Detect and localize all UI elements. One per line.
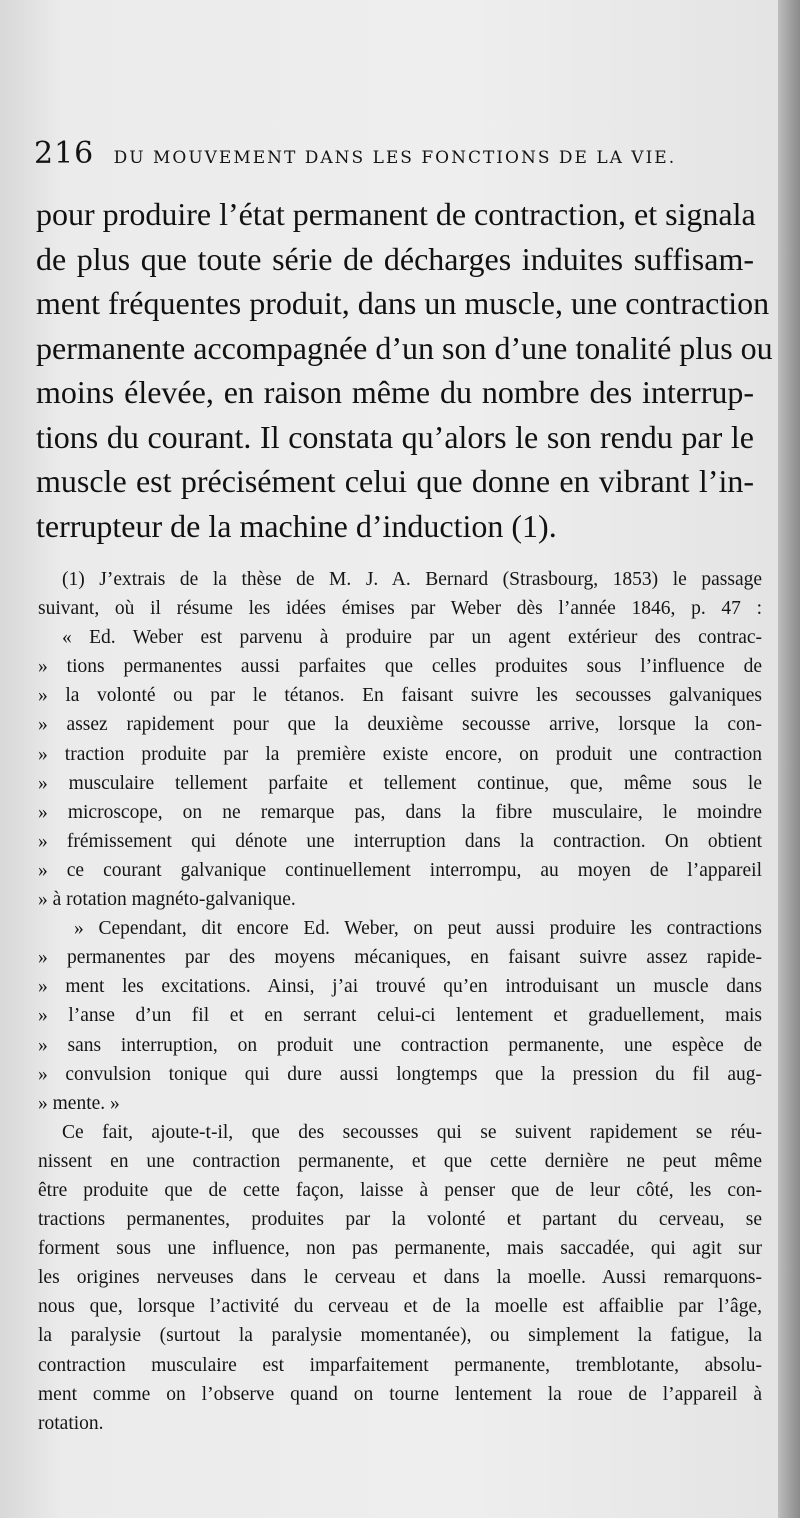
footnote-quote-line: » mente. » xyxy=(38,1092,120,1114)
running-title: DU MOUVEMENT DANS LES FONCTIONS DE LA VIE. xyxy=(113,148,677,168)
main-paragraph xyxy=(36,192,773,548)
footnote-quote-line: » ce courant galvanique continuellement interrompu, au moyen de l’appareil xyxy=(38,859,762,881)
footnote xyxy=(38,565,762,1438)
footnote-line: Ce fait, ajoute-t-il, que des secousses qui se suivent rapidement se réu- xyxy=(62,1121,762,1143)
footnote-quote-line: » sans interruption, on produit une contraction permanente, une espèce de xyxy=(38,1034,762,1056)
footnote-quote-line: » la volonté ou par le tétanos. En faisant suivre les secousses galvaniques xyxy=(38,685,762,707)
footnote-line: la paralysie (surtout la paralysie momentanée), ou simplement la fatigue, la xyxy=(38,1325,762,1347)
footnote-quote-line: » permanentes par des moyens mécaniques, en faisant suivre assez rapide- xyxy=(38,947,762,969)
footnote-quote-line: » Cependant, dit encore Ed. Weber, on peut aussi produire les contractions xyxy=(74,918,762,940)
footnote-line: forment sous une influence, non pas permanente, mais saccadée, qui agit sur xyxy=(38,1238,762,1260)
footnote-line: être produite que de cette façon, laisse à penser que de leur côté, les con- xyxy=(38,1179,762,1201)
main-line: terrupteur de la machine d’induction (1). xyxy=(36,507,557,544)
footnote-quote-line: » traction produite par la première existe encore, on produit une contraction xyxy=(38,743,762,765)
footnote-line: ment comme on l’observe quand on tourne lentement la roue de l’appareil à xyxy=(38,1383,762,1405)
footnote-line: nous que, lorsque l’activité du cerveau et de la moelle est affaiblie par l’âge, xyxy=(38,1296,762,1318)
footnote-quote-line: » assez rapidement pour que la deuxième secousse arrive, lorsque la con- xyxy=(38,714,762,736)
main-line: muscle est précisément celui que donne en vibrant l’in- xyxy=(36,463,754,499)
main-line: pour produire l’état permanent de contraction, et signala xyxy=(36,196,756,232)
footnote-quote-line: » tions permanentes aussi parfaites que celles produites sous l’influence de xyxy=(38,656,762,678)
footnote-quote-line: « Ed. Weber est parvenu à produire par un agent extérieur des contrac- xyxy=(62,627,762,649)
footnote-quote-line: » frémissement qui dénote une interruption dans la contraction. On obtient xyxy=(38,830,762,852)
main-line: moins élevée, en raison même du nombre des interrup- xyxy=(36,374,754,410)
footnote-line: les origines nerveuses dans le cerveau et dans la moelle. Aussi remarquons- xyxy=(38,1267,762,1289)
page-header xyxy=(34,136,734,171)
footnote-line: tractions permanentes, produites par la volonté et partant du cerveau, se xyxy=(38,1209,762,1231)
footnote-line: nissent en une contraction permanente, et que cette dernière ne peut même xyxy=(38,1150,762,1172)
footnote-quote-line: » à rotation magnéto-galvanique. xyxy=(38,889,296,911)
footnote-quote-line: » microscope, on ne remarque pas, dans la fibre musculaire, le moindre xyxy=(38,801,762,823)
main-line: ment fréquentes produit, dans un muscle, une contraction xyxy=(36,285,770,321)
footnote-line: rotation. xyxy=(38,1412,104,1434)
main-line: permanente accompagnée d’un son d’une tonalité plus ou xyxy=(36,329,773,366)
footnote-quote-line: » ment les excitations. Ainsi, j’ai trouvé qu’en introduisant un muscle dans xyxy=(38,976,762,998)
main-line: de plus que toute série de décharges induites suffisam- xyxy=(36,240,754,277)
footnote-quote-line: » l’anse d’un fil et en serrant celui-ci lentement et graduellement, mais xyxy=(38,1005,762,1027)
footnote-quote-line: » musculaire tellement parfaite et tellement continue, que, même sous le xyxy=(38,772,762,794)
page-number: 216 xyxy=(34,136,95,171)
footnote-quote-line: » convulsion tonique qui dure aussi longtemps que la pression du fil aug- xyxy=(38,1063,762,1085)
footnote-line: suivant, où il résume les idées émises par Weber dès l’année 1846, p. 47 : xyxy=(38,598,762,620)
main-line: tions du courant. Il constata qu’alors le son rendu par le xyxy=(36,418,754,455)
book-edge-shadow xyxy=(778,0,800,1518)
footnote-line: contraction musculaire est imparfaitement permanente, tremblotante, absolu- xyxy=(38,1354,762,1376)
footnote-line: (1) J’extrais de la thèse de M. J. A. Bernard (Strasbourg, 1853) le passage xyxy=(62,569,762,590)
